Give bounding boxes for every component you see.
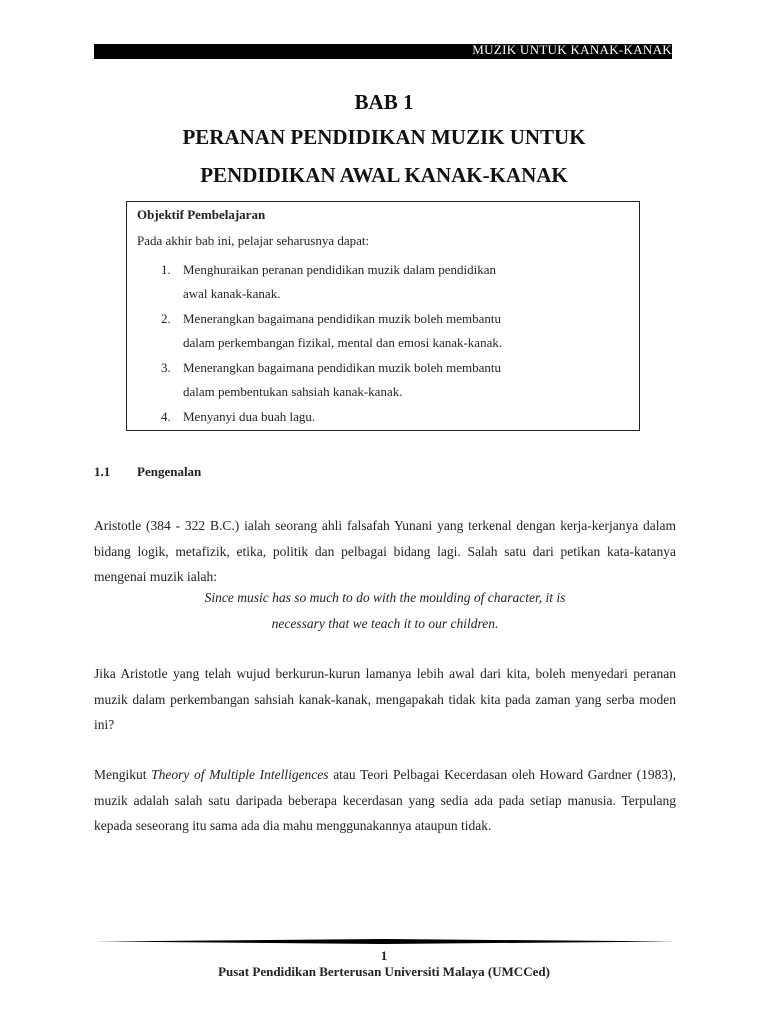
objective-line: dalam pembentukan sahsiah kanak-kanak. [183, 384, 403, 399]
objective-line: awal kanak-kanak. [183, 286, 281, 301]
objective-number: 2. [161, 311, 171, 326]
objective-line: Menyanyi dua buah lagu. [183, 409, 316, 424]
objective-number: 1. [161, 262, 171, 277]
objectives-list [151, 258, 631, 430]
objectives-intro: Pada akhir bab ini, pelajar seharusnya dapat: [137, 233, 370, 248]
quote-line: Since music has so much to do with the moulding of character, it is [204, 590, 566, 605]
running-header: MUZIK UNTUK KANAK-KANAK [472, 42, 672, 57]
objective-number: 3. [161, 360, 171, 375]
objective-item [151, 356, 631, 404]
chapter-label: BAB 1 [354, 90, 414, 114]
chapter-title-line1: PERANAN PENDIDIKAN MUZIK UNTUK [182, 125, 586, 149]
paragraph-1: Aristotle (384 - 322 B.C.) ialah seorang ahli falsafah Yunani yang terkenal dengan kerja-kerjanya dalam bidang logik, metafizik, etika, politik dan pelbagai bidang lagi. Salah satu dari petikan kata-katanya mengenai muzik ialah: [94, 518, 676, 584]
objective-item [151, 307, 631, 355]
section-number: 1.1 [94, 464, 111, 479]
quote-line: necessary that we teach it to our children. [271, 615, 499, 631]
objective-line: dalam perkembangan fizikal, mental dan emosi kanak-kanak. [183, 335, 503, 350]
footer-rule [94, 939, 676, 944]
chapter-title-line2: PENDIDIKAN AWAL KANAK-KANAK [200, 163, 568, 187]
paragraph-3-pre: Mengikut [94, 767, 152, 782]
paragraph-2: Jika Aristotle yang telah wujud berkurun-kurun lamanya lebih awal dari kita, boleh menyedari peranan muzik dalam perkembangan sahsiah kanak-kanak, mengapakah tidak kita pada zaman yang serba moden ini? [94, 666, 676, 732]
objective-line: Menerangkan bagaimana pendidikan muzik boleh membantu [183, 360, 502, 375]
objective-number: 4. [161, 409, 171, 424]
objectives-heading: Objektif Pembelajaran [137, 207, 266, 222]
footer-institution: Pusat Pendidikan Berterusan Universiti Malaya (UMCCed) [218, 964, 550, 979]
page-number: 1 [380, 948, 388, 963]
objective-item [151, 405, 631, 429]
objective-item [151, 258, 631, 306]
objectives-box [126, 201, 640, 431]
theory-title: Theory of Multiple Intelligences [151, 767, 329, 782]
section-title: Pengenalan [137, 464, 202, 479]
quote-block [94, 585, 676, 636]
objective-line: Menerangkan bagaimana pendidikan muzik boleh membantu [183, 311, 502, 326]
objective-line: Menghuraikan peranan pendidikan muzik dalam pendidikan [183, 262, 496, 277]
paragraph-3-post: atau Teori Pelbagai Kecerdasan oleh Howard Gardner (1983), muzik adalah salah satu daripada beberapa kecerdasan yang sedia ada pada setiap manusia. Terpulang kepada seseorang itu sama ada dia mahu menggunakannya ataupun tidak. [94, 767, 676, 833]
paragraph-3 [94, 762, 676, 839]
